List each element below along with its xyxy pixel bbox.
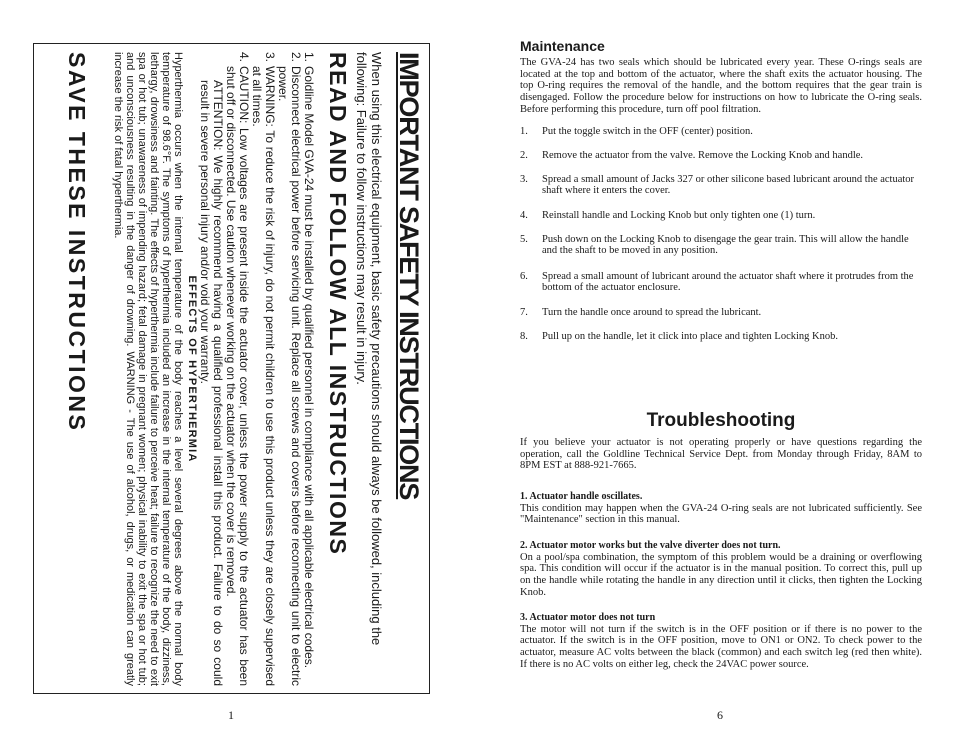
- step-text: Spread a small amount of lubricant around the actuator shaft where it protrudes from the bottom of the actuator enclosure.: [542, 270, 914, 294]
- issue-title: 2. Actuator motor works but the valve diverter does not turn.: [520, 540, 781, 551]
- hyperthermia-text: Hyperthermia occurs when the internal temperature of the body reaches a level several degrees above the normal body temperature of 98.6°F. The symptoms of hyperthermia included an increase in the internal temperature of the body, dizziness, lethargy, drowsiness and fainting. The effects of hyperthermia include failure to perceive heat; failure to recognize the need to exit spa or hot tub; unawareness of impending hazard; fetal damage in pregnant women; physical inability to exit the spa or hot tub; and unconsciousness resulting in the danger of drowning. WARNING - The use of alcohol, drugs, or medication can greatly increase the risk of fatal hyperthermia.: [112, 52, 184, 686]
- step-number: 2.: [520, 149, 528, 161]
- step-text: Remove the actuator from the valve. Remove the Locking Knob and handle.: [542, 149, 864, 161]
- safety-item-number: 1.: [302, 52, 316, 63]
- safety-item-text: Disconnect electrical power before servicing unit. Replace all screws and covers before reconnecting unit to electric power.: [276, 66, 303, 686]
- issue-text: This condition may happen when the GVA-24 O-ring seals are not lubricated sufficiently. See "Maintenance" section in this manual.: [520, 502, 922, 526]
- safety-item-text: WARNING: To reduce the risk of injury, do not permit children to use this product unless they are closely supervised at all times.: [250, 66, 277, 686]
- issue-text: The motor will not turn if the switch is in the OFF position or if there is no power to the actuator. If the switch is in the OFF position, move to ON1 or ON2. To check power to the actuator, measure AC volts between the black (common) and each switch leg (red then white). If there is no AC volts on either leg, check the 24VAC power source.: [520, 623, 922, 670]
- step-text: Push down on the Locking Knob to disengage the gear train. This will allow the handle and the shaft to be moved in any position.: [542, 233, 909, 257]
- maintenance-step: [520, 174, 922, 197]
- maintenance-heading: Maintenance: [520, 38, 605, 54]
- step-number: 3.: [520, 173, 528, 185]
- safety-attention-text: ATTENTION: We highly recommend having a qualified professional install this product. Failure to do so could result in severe personal injury and/or void your warranty.: [198, 80, 225, 686]
- troubleshooting-heading: Troubleshooting: [646, 410, 796, 431]
- save-instructions-footer: SAVE THESE INSTRUCTIONS: [64, 52, 90, 433]
- safety-intro: When using this electrical equipment, basic safety precautions should always be followed, including the following: Failure to follow instructions may result in injury.: [354, 52, 384, 646]
- step-number: 1.: [520, 125, 528, 137]
- safety-rotated-content: [34, 44, 430, 694]
- safety-item-number: 2.: [289, 52, 303, 63]
- page-number-right: 6: [717, 708, 723, 722]
- troubleshooting-issue: [520, 612, 922, 671]
- maintenance-step: [520, 126, 922, 138]
- step-number: 5.: [520, 233, 528, 245]
- step-number: 7.: [520, 306, 528, 318]
- maintenance-intro: The GVA-24 has two seals which should be lubricated every year. These O-rings seals are located at the top and bottom of the actuator, where the shaft exits the actuator housing. The top O-ring requires the removal of the handle, and the bottom requires that the gear train is disengaged. Follow the procedure below for instructions on how to lubricate the O-ring seals. Before performing this procedure, turn off pool filtration.: [520, 57, 922, 115]
- safety-item-number: 4.: [237, 52, 251, 63]
- maintenance-step: [520, 331, 922, 343]
- safety-list: [198, 52, 315, 686]
- issue-title: 3. Actuator motor does not turn: [520, 612, 656, 623]
- issue-text: On a pool/spa combination, the symptom of this problem would be a draining or overflowing spa. This condition will occur if the actuator is in the manual position. To correct this, pull up on the handle while rotating the handle in any direction until it clicks, then tighten the Locking Knob.: [520, 551, 922, 598]
- maintenance-step: [520, 150, 922, 162]
- safety-item: [250, 52, 276, 686]
- troubleshooting-issue: [520, 540, 922, 599]
- maintenance-step: [520, 271, 922, 294]
- safety-title: IMPORTANT SAFETY INSTRUCTIONS: [394, 52, 424, 500]
- troubleshooting-intro: If you believe your actuator is not operating properly or have questions regarding the operation, call the Goldline Technical Service Dept. from Monday through Friday, 8AM to 8PM EST at 888-921-7665.: [520, 437, 922, 472]
- step-text: Reinstall handle and Locking Knob but only tighten one (1) turn.: [542, 209, 816, 221]
- safety-attention: [198, 52, 224, 686]
- safety-item-text: CAUTION: Low voltages are present inside the actuator cover, unless the power supply to the actuator has been shut off or disconnected. Use caution whenever working on the actuator when the cover is removed.: [224, 66, 251, 686]
- step-number: 8.: [520, 330, 528, 342]
- safety-item-number: 3.: [263, 52, 277, 63]
- safety-instructions-box: [33, 43, 430, 694]
- safety-item-text: Goldline Model GVA-24 must be installed by qualified personnel in compliance with all applicable electrical codes.: [302, 66, 316, 669]
- safety-item: [302, 52, 315, 686]
- right-page: [520, 38, 922, 670]
- hyperthermia-heading: EFFECTS OF HYPERTHERMIA: [186, 275, 198, 463]
- issue-title: 1. Actuator handle oscillates.: [520, 491, 643, 502]
- maintenance-step: [520, 234, 922, 257]
- page-number-left: 1: [228, 708, 234, 722]
- step-text: Pull up on the handle, let it click into place and tighten Locking Knob.: [542, 330, 838, 342]
- safety-subtitle: READ AND FOLLOW ALL INSTRUCTIONS: [325, 52, 351, 556]
- step-text: Put the toggle switch in the OFF (center) position.: [542, 125, 753, 137]
- maintenance-step: [520, 307, 922, 319]
- step-number: 6.: [520, 270, 528, 282]
- step-number: 4.: [520, 209, 528, 221]
- troubleshooting-issue: [520, 491, 922, 526]
- step-text: Turn the handle once around to spread the lubricant.: [542, 306, 762, 318]
- safety-item: [224, 52, 250, 686]
- safety-item: [276, 52, 302, 686]
- maintenance-step: [520, 210, 922, 222]
- step-text: Spread a small amount of Jacks 327 or other silicone based lubricant around the actuator shaft where it enters the cover.: [542, 173, 915, 197]
